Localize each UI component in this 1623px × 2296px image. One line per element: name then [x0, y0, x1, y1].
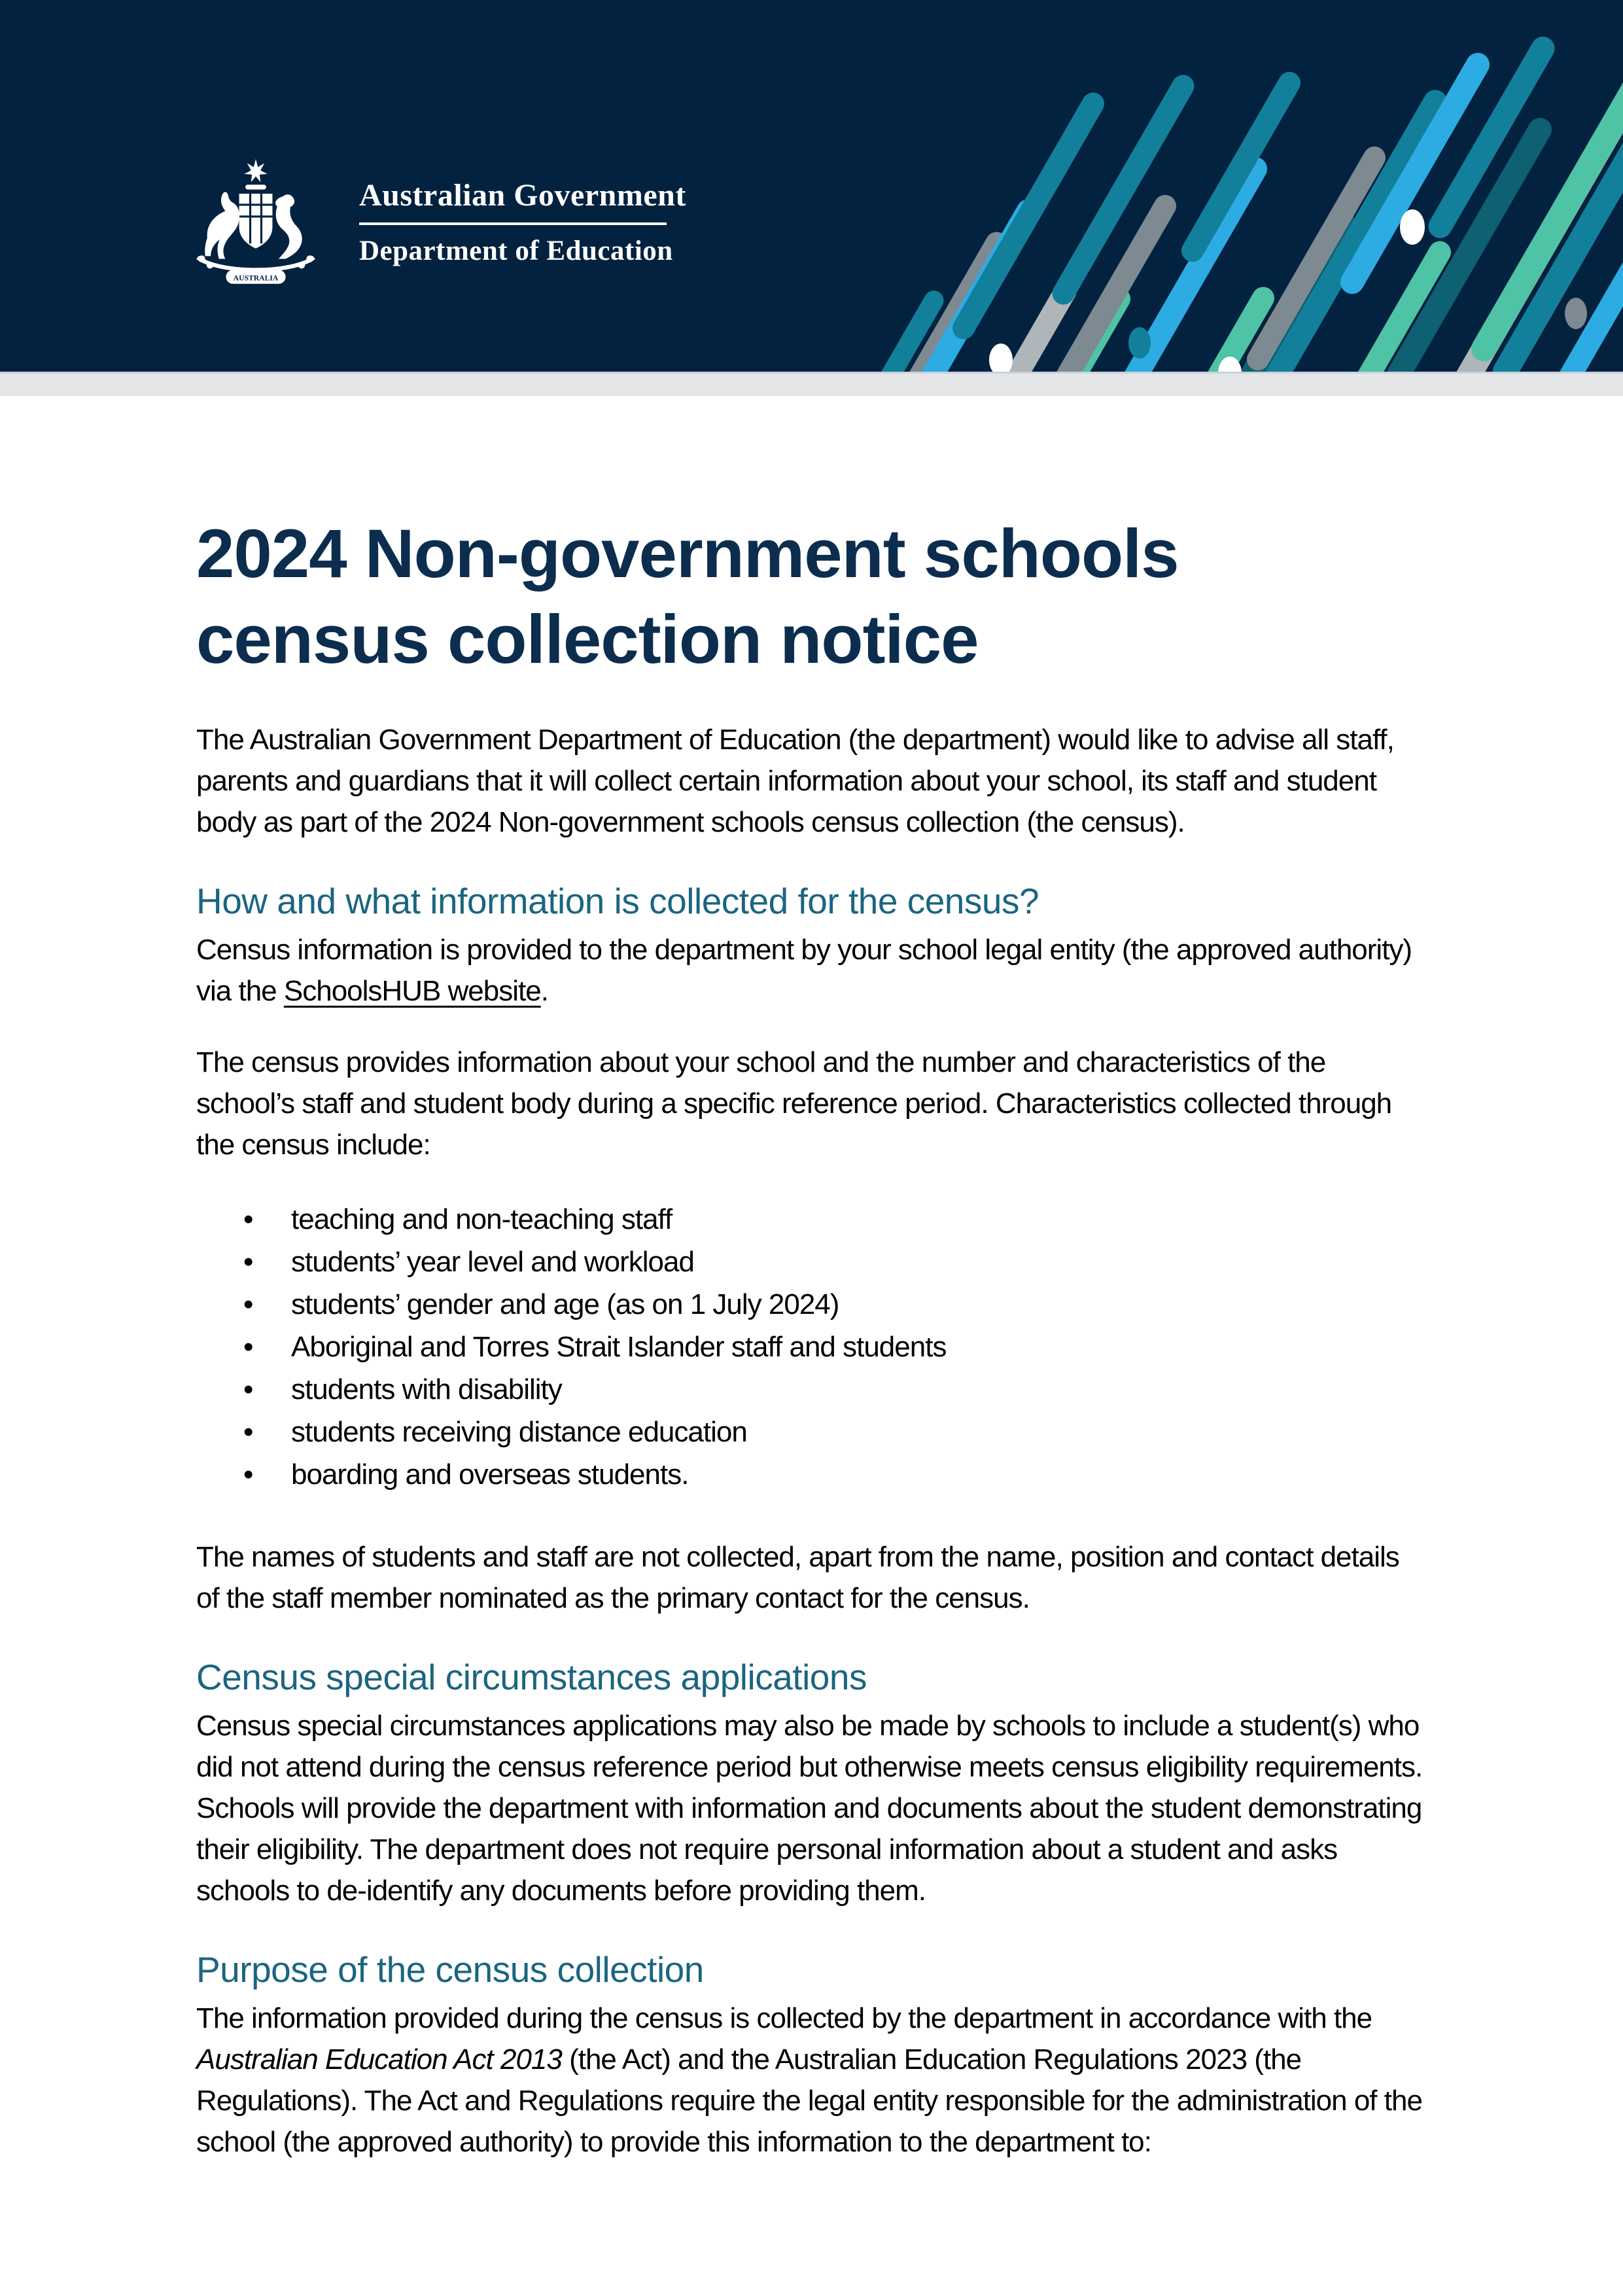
purpose-text-before: The information provided during the census is collected by the department in accordance with the: [196, 2002, 1372, 2034]
list-item: • boarding and overseas students.: [243, 1453, 1427, 1496]
dot-shape: [1565, 298, 1587, 329]
coat-of-arms-icon: [186, 156, 325, 290]
australian-government-logo: [186, 156, 686, 290]
document-body: [0, 511, 1623, 2163]
schoolshub-link[interactable]: SchoolsHUB website: [283, 975, 541, 1007]
list-item: • students receiving distance education: [243, 1411, 1427, 1453]
page-title-line2: census collection notice: [196, 601, 979, 678]
crest-banner-text: AUSTRALIA: [233, 274, 279, 283]
stripe-shape: [949, 88, 1108, 343]
purpose-text-after: (the Act) and the Australian Education Regulations 2023 (the Regulations). The Act and Regulations require the legal entity responsible for the administration of the school (the approved authority) to provide this information to the department to:: [196, 2043, 1422, 2158]
dot-shape: [989, 344, 1013, 372]
page-title-line1: 2024 Non-government schools: [196, 516, 1179, 592]
list-item: • students with disability: [243, 1368, 1427, 1411]
intro-paragraph: The Australian Government Department of Education (the department) would like to advise all staff, parents and guardians that it will collect certain information about your school, its staff and student body as part of the 2024 Non-government schools census collection (the census).: [196, 724, 1394, 838]
list-item: • teaching and non-teaching staff: [243, 1198, 1427, 1241]
list-item: • students’ gender and age (as on 1 July 2024): [243, 1283, 1427, 1326]
section-heading-special-circumstances: Census special circumstances applications: [196, 1657, 867, 1697]
stripe-shape: [1178, 68, 1304, 266]
collection-method-text-before: Census information is provided to the department by your school legal entity (the approved authority) via the: [196, 934, 1412, 1007]
purpose-paragraph: [196, 1998, 1427, 2163]
names-not-collected-paragraph: The names of students and staff are not collected, apart from the name, position and contact details of the staff member nominated as the primary contact for the census.: [196, 1541, 1399, 1614]
section-heading-purpose: Purpose of the census collection: [196, 1949, 704, 1990]
header-banner: [0, 0, 1623, 372]
collection-method-paragraph: [196, 929, 1427, 1012]
logo-department-label: Department of Education: [359, 236, 673, 267]
list-item: • students’ year level and workload: [243, 1241, 1427, 1283]
section-heading-how-collected: How and what information is collected for the census?: [196, 881, 1039, 921]
act-name-italic: Australian Education Act 2013: [196, 2043, 562, 2075]
dot-shape: [1400, 209, 1425, 245]
special-circumstances-paragraph: Census special circumstances applications may also be made by schools to include a student(s) who did not attend during the census reference period but otherwise meets census eligibility requirements. Schools will provide the department with information and documents about the student demonstrating their eligibility. The department does not require personal information about a student and asks schools to de-identify any documents before providing them.: [196, 1710, 1423, 1907]
page-title: [196, 511, 1427, 682]
census-characteristics-list: [196, 1198, 1427, 1496]
logo-divider: [359, 222, 667, 225]
logo-government-label: Australian Government: [359, 178, 686, 213]
census-overview-paragraph: The census provides information about your school and the number and characteristics of the school’s staff and student body during a specific reference period. Characteristics collected through the census include:: [196, 1046, 1392, 1161]
header-separator-band: [0, 372, 1623, 396]
list-item: • Aboriginal and Torres Strait Islander staff and students: [243, 1326, 1427, 1368]
collection-method-text-after: .: [540, 975, 548, 1007]
dot-shape: [1128, 327, 1151, 359]
logo-text: [359, 179, 686, 266]
